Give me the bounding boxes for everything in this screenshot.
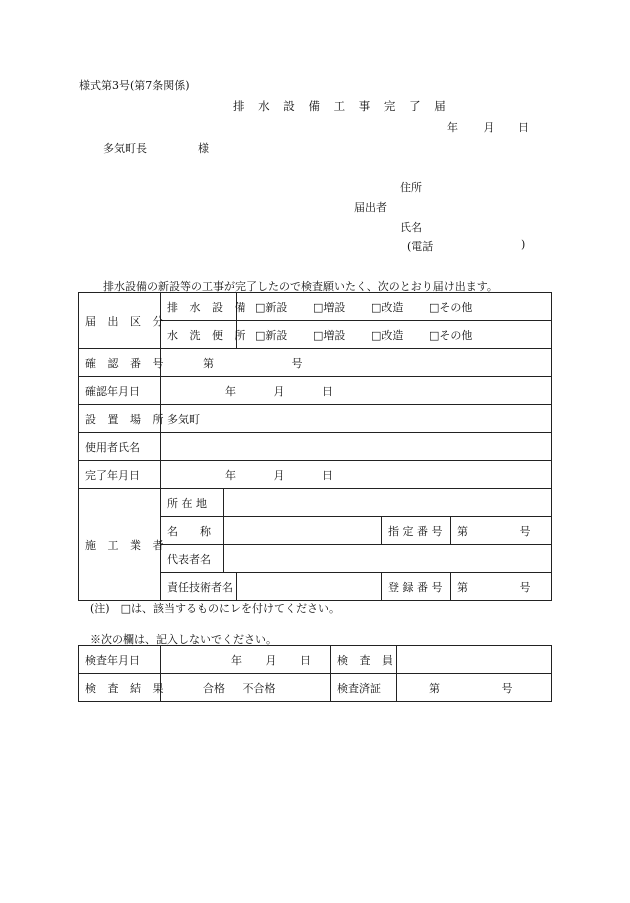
location-field[interactable]: 多気町 <box>161 405 552 433</box>
designation-number-label: 指 定 番 号 <box>382 517 451 545</box>
applicant-name-label: 氏名 <box>400 221 422 234</box>
engineer-label: 責任技術者名 <box>161 573 237 601</box>
confirmation-number-field[interactable] <box>161 349 552 377</box>
confirmation-number-label: 確 認 番 号 <box>79 349 161 377</box>
engineer-field[interactable] <box>237 573 382 601</box>
form-number: 様式第3号(第7条関係) <box>79 79 190 92</box>
inspection-date-field[interactable] <box>161 646 331 674</box>
applicant-phone-close: ) <box>521 238 526 251</box>
number-suffix: 号 <box>501 681 513 695</box>
contractor-label: 施 工 業 者 <box>79 489 161 601</box>
number-suffix: 号 <box>519 524 531 538</box>
pass-option[interactable]: 合格 <box>203 681 225 695</box>
drainage-other-checkbox[interactable]: □その他 <box>429 300 473 314</box>
date-year: 年 <box>225 468 236 482</box>
fail-option[interactable]: 不合格 <box>242 681 276 695</box>
date-year: 年 <box>231 653 242 667</box>
inspection-result-field <box>161 674 331 702</box>
date-year: 年 <box>447 121 458 134</box>
date-year: 年 <box>225 384 236 398</box>
number-prefix: 第 <box>429 681 440 695</box>
toilet-renovation-checkbox[interactable]: □改造 <box>371 328 404 342</box>
number-prefix: 第 <box>203 356 214 370</box>
applicant-label: 届出者 <box>354 201 387 214</box>
date-day: 日 <box>300 653 311 667</box>
date-month: 月 <box>265 653 277 667</box>
honorific: 様 <box>198 142 209 155</box>
date-day: 日 <box>322 468 333 482</box>
inspection-table <box>78 645 552 702</box>
notification-type-label: 届 出 区 分 <box>79 293 161 349</box>
inspection-date-label: 検査年月日 <box>79 646 161 674</box>
registration-number-label: 登 録 番 号 <box>382 573 451 601</box>
intro-text: 排水設備の新設等の工事が完了したので検査願いたく、次のとおり届け出ます。 <box>103 280 498 293</box>
number-suffix: 号 <box>291 356 303 370</box>
certificate-label: 検査済証 <box>331 674 397 702</box>
inspector-field[interactable] <box>397 646 552 674</box>
inspector-label: 検 査 員 <box>331 646 397 674</box>
contractor-address-field[interactable] <box>224 489 552 517</box>
contractor-name-label: 名 称 <box>161 517 224 545</box>
date-month: 月 <box>273 468 285 482</box>
number-suffix: 号 <box>519 580 531 594</box>
user-name-field[interactable] <box>161 433 552 461</box>
confirmation-date-label: 確認年月日 <box>79 377 161 405</box>
date-month: 月 <box>273 384 285 398</box>
drainage-label: 排 水 設 備 <box>161 293 237 321</box>
applicant-phone-label: (電話 <box>407 240 434 253</box>
contractor-name-field[interactable] <box>224 517 382 545</box>
drainage-new-checkbox[interactable]: □新設 <box>255 300 288 314</box>
number-prefix: 第 <box>457 524 468 538</box>
addressee: 多気町長 <box>103 142 147 155</box>
date-day: 日 <box>322 384 333 398</box>
toilet-other-checkbox[interactable]: □その他 <box>429 328 473 342</box>
completion-form-table <box>78 292 552 601</box>
applicant-address-label: 住所 <box>400 181 422 194</box>
certificate-field[interactable] <box>397 674 552 702</box>
designation-number-field[interactable] <box>451 517 552 545</box>
inspection-result-label: 検 査 結 果 <box>79 674 161 702</box>
number-prefix: 第 <box>457 580 468 594</box>
confirmation-date-field[interactable] <box>161 377 552 405</box>
date-month: 月 <box>483 121 495 134</box>
drainage-renovation-checkbox[interactable]: □改造 <box>371 300 404 314</box>
drainage-options <box>237 293 552 321</box>
representative-label: 代表者名 <box>161 545 224 573</box>
flush-toilet-options <box>237 321 552 349</box>
form-title: 排 水 設 備 工 事 完 了 届 <box>233 99 451 113</box>
footnote: (注) □は、該当するものにレを付けてください。 <box>90 602 340 615</box>
date-day: 日 <box>518 121 529 134</box>
toilet-new-checkbox[interactable]: □新設 <box>255 328 288 342</box>
inspection-heading: ※次の欄は、記入しないでください。 <box>90 633 277 646</box>
location-label: 設 置 場 所 <box>79 405 161 433</box>
representative-field[interactable] <box>224 545 552 573</box>
drainage-extension-checkbox[interactable]: □増設 <box>313 300 346 314</box>
completion-date-field[interactable] <box>161 461 552 489</box>
flush-toilet-label: 水 洗 便 所 <box>161 321 237 349</box>
registration-number-field[interactable] <box>451 573 552 601</box>
user-name-label: 使用者氏名 <box>79 433 161 461</box>
contractor-address-label: 所 在 地 <box>161 489 224 517</box>
completion-date-label: 完了年月日 <box>79 461 161 489</box>
toilet-extension-checkbox[interactable]: □増設 <box>313 328 346 342</box>
submission-date <box>447 119 529 135</box>
